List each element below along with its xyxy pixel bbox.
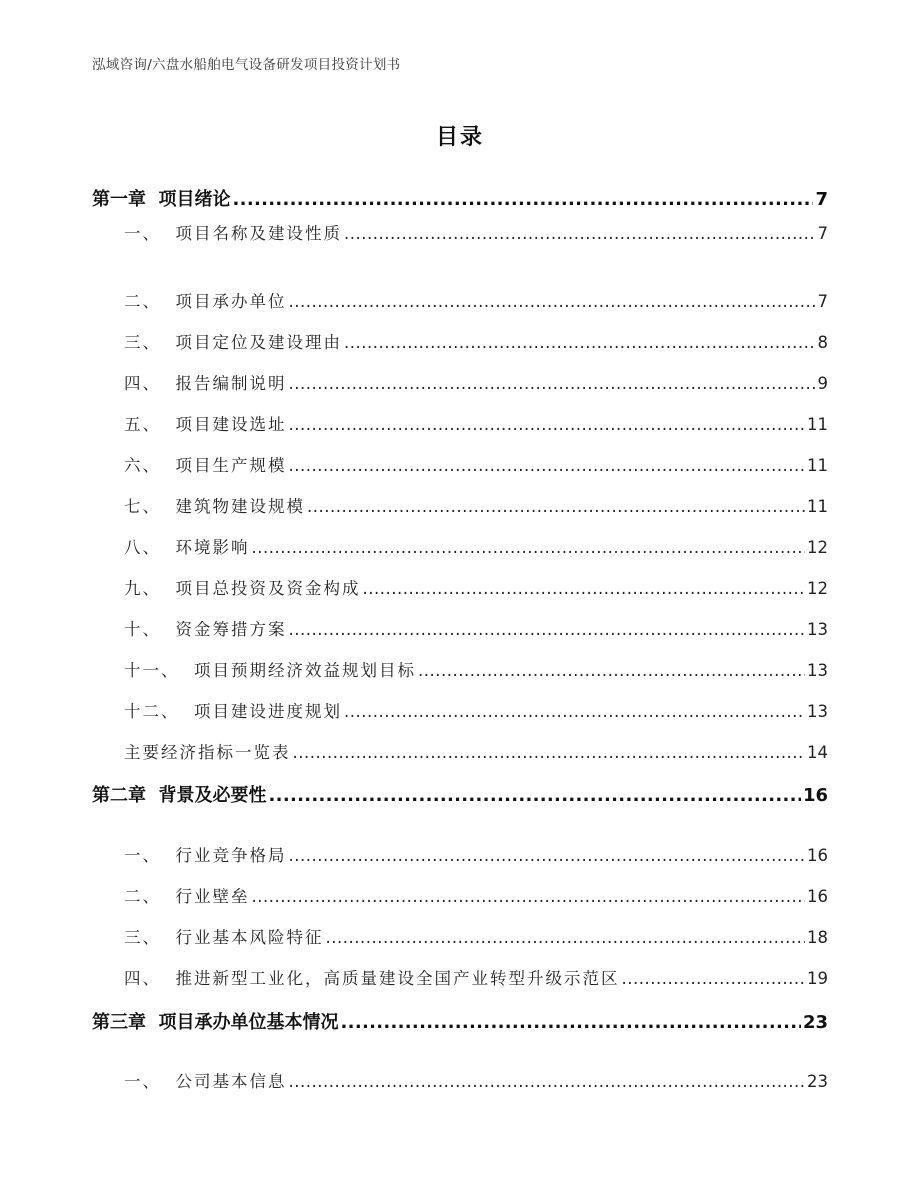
dot-leader (289, 1072, 806, 1091)
toc-entry-page-number: 19 (807, 969, 828, 988)
toc-entry-label: 一、 行业竞争格局 (124, 846, 287, 865)
dot-leader (622, 969, 806, 988)
toc-entry-page-number: 14 (807, 743, 828, 762)
running-header: 泓域咨询/六盘水船舶电气设备研发项目投资计划书 (92, 57, 401, 73)
toc-entry-page-number: 12 (807, 538, 828, 557)
toc-entry-section[interactable] (124, 220, 828, 244)
toc-entry-label: 一、 公司基本信息 (124, 1072, 287, 1091)
toc-entry-page-number: 7 (817, 224, 828, 243)
toc-entry-section[interactable] (124, 842, 828, 866)
toc-entry-page-number: 11 (807, 415, 828, 434)
toc-entry-label: 九、 项目总投资及资金构成 (124, 579, 361, 598)
toc-entry-page-number: 11 (807, 497, 828, 516)
toc-entry-chapter[interactable] (92, 185, 828, 211)
toc-entry-section[interactable] (124, 411, 828, 435)
toc-entry-page-number: 18 (807, 928, 828, 947)
toc-entry-label: 四、 推进新型工业化，高质量建设全国产业转型升级示范区 (124, 969, 620, 988)
toc-entry-label: 六、 项目生产规模 (124, 456, 287, 475)
toc-entry-section[interactable] (124, 616, 828, 640)
toc-entry-page-number: 12 (807, 579, 828, 598)
toc-entry-page-number: 16 (807, 846, 828, 865)
toc-entry-label: 十一、 项目预期经济效益规划目标 (124, 661, 416, 680)
toc-entry-label: 八、 环境影响 (124, 538, 250, 557)
toc-entry-label: 十、 资金筹措方案 (124, 620, 287, 639)
dot-leader (344, 333, 816, 352)
dot-leader (293, 743, 806, 762)
toc-entry-page-number: 7 (817, 292, 828, 311)
toc-entry-page-number: 13 (807, 702, 828, 721)
toc-entry-page-number: 13 (807, 620, 828, 639)
toc-entry-section[interactable] (124, 575, 828, 599)
dot-leader (252, 538, 806, 557)
toc-entry-section[interactable] (124, 698, 828, 722)
dot-leader (289, 374, 816, 393)
toc-entry-section[interactable] (124, 883, 828, 907)
toc-entry-label: 三、 项目定位及建设理由 (124, 333, 342, 352)
toc-entry-label: 五、 项目建设选址 (124, 415, 287, 434)
toc-entry-page-number: 8 (817, 333, 828, 352)
toc-entry-section[interactable] (124, 965, 828, 989)
toc-entry-section[interactable] (124, 657, 828, 681)
toc-entry-chapter[interactable] (92, 781, 828, 807)
toc-entry-page-number: 23 (807, 1072, 828, 1091)
dot-leader (269, 785, 801, 806)
toc-entry-label: 一、 项目名称及建设性质 (124, 224, 342, 243)
dot-leader (289, 846, 806, 865)
toc-entry-section[interactable] (124, 493, 828, 517)
toc-entry-section[interactable] (124, 1068, 828, 1092)
toc-entry-label: 十二、 项目建设进度规划 (124, 702, 342, 721)
dot-leader (289, 456, 806, 475)
toc-entry-section[interactable] (124, 370, 828, 394)
toc-entry-page-number: 9 (817, 374, 828, 393)
dot-leader (252, 887, 806, 906)
toc-entry-section[interactable] (124, 288, 828, 312)
toc-entry-label: 三、 行业基本风险特征 (124, 928, 324, 947)
toc-entry-label: 主要经济指标一览表 (124, 743, 291, 762)
toc-entry-page-number: 16 (802, 785, 828, 806)
toc-entry-label: 第三章 项目承办单位基本情况 (92, 1012, 339, 1033)
dot-leader (289, 415, 806, 434)
dot-leader (418, 661, 805, 680)
toc-entry-chapter[interactable] (92, 1008, 828, 1034)
dot-leader (326, 928, 806, 947)
toc-entry-page-number: 13 (807, 661, 828, 680)
toc-entry-label: 二、 项目承办单位 (124, 292, 287, 311)
dot-leader (307, 497, 805, 516)
dot-leader (344, 224, 816, 243)
dot-leader (344, 702, 805, 721)
dot-leader (363, 579, 806, 598)
toc-entry-section[interactable] (124, 534, 828, 558)
toc-entry-section[interactable] (124, 452, 828, 476)
dot-leader (289, 620, 806, 639)
toc-entry-page-number: 16 (807, 887, 828, 906)
toc-entry-page-number: 7 (815, 189, 828, 210)
dot-leader (341, 1012, 801, 1033)
page-title: 目录 (435, 125, 484, 150)
toc-entry-label: 第二章 背景及必要性 (92, 785, 267, 806)
toc-entry-section[interactable] (124, 924, 828, 948)
toc-entry-label: 第一章 项目绪论 (92, 189, 231, 210)
dot-leader (233, 189, 814, 210)
toc-entry-page-number: 23 (802, 1012, 828, 1033)
toc-entry-page-number: 11 (807, 456, 828, 475)
dot-leader (289, 292, 816, 311)
toc-entry-label: 二、 行业壁垒 (124, 887, 250, 906)
toc-entry-section[interactable] (124, 329, 828, 353)
toc-entry-label: 七、 建筑物建设规模 (124, 497, 305, 516)
toc-entry-section[interactable] (124, 739, 828, 763)
toc-entry-label: 四、 报告编制说明 (124, 374, 287, 393)
